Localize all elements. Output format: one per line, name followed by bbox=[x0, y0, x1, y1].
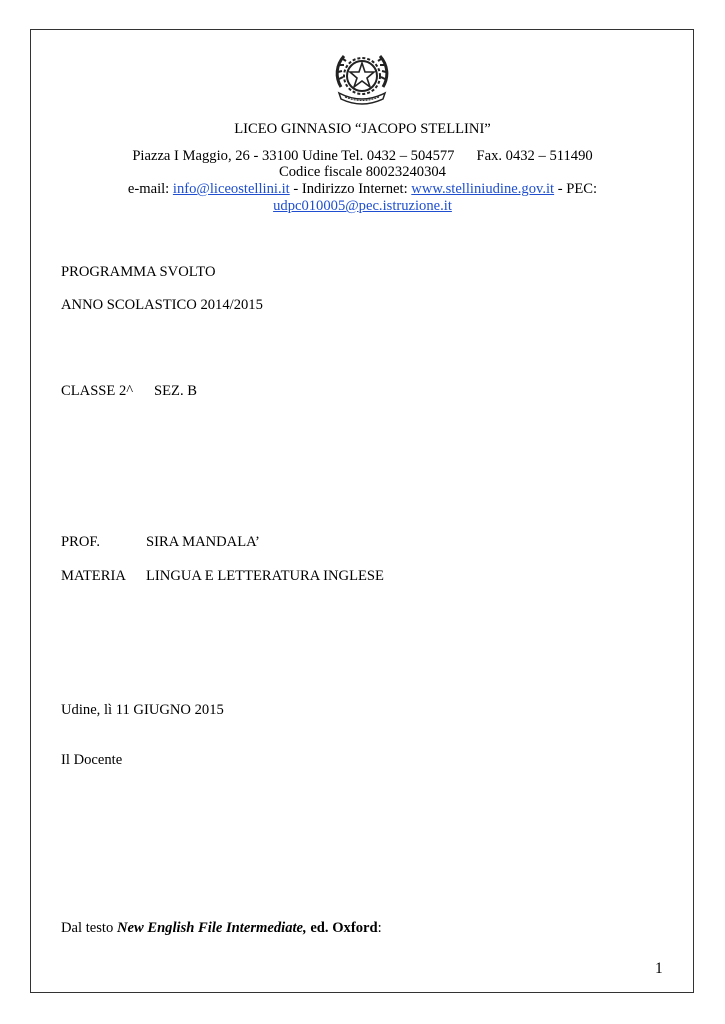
pec-line bbox=[0, 198, 725, 215]
school-name: LICEO GINNASIO “JACOPO STELLINI” bbox=[234, 121, 491, 137]
place-date: Udine, lì 11 GIUGNO 2015 bbox=[61, 702, 224, 718]
fax: Fax. 0432 – 511490 bbox=[476, 148, 593, 164]
pec-label: - PEC: bbox=[557, 181, 598, 197]
italian-republic-emblem-icon bbox=[331, 47, 393, 109]
prof-label: PROF. bbox=[61, 534, 100, 550]
prof-name: SIRA MANDALA’ bbox=[146, 534, 260, 550]
textbook-publisher: ed. Oxford bbox=[306, 920, 378, 936]
textbook-prefix: Dal testo bbox=[61, 920, 117, 936]
page-number: 1 bbox=[655, 960, 663, 977]
web-label: - Indirizzo Internet: bbox=[293, 181, 408, 197]
subject-name: LINGUA E LETTERATURA INGLESE bbox=[146, 568, 384, 584]
pec-link[interactable]: udpc010005@pec.istruzione.it bbox=[273, 198, 452, 214]
contact-line bbox=[0, 181, 725, 198]
subject-label: MATERIA bbox=[61, 568, 126, 584]
textbook-line bbox=[61, 920, 382, 937]
codice-fiscale: Codice fiscale 80023240304 bbox=[279, 164, 446, 180]
teacher-label: Il Docente bbox=[61, 752, 123, 768]
document-title: PROGRAMMA SVOLTO bbox=[61, 264, 216, 280]
textbook-suffix: : bbox=[377, 920, 382, 936]
school-year: ANNO SCOLASTICO 2014/2015 bbox=[61, 297, 263, 313]
website-link[interactable]: www.stelliniudine.gov.it bbox=[411, 181, 555, 197]
address-line bbox=[0, 148, 725, 165]
address: Piazza I Maggio, 26 - 33100 Udine Tel. 0432 – 504577 bbox=[132, 148, 455, 164]
textbook-title: New English File Intermediate, bbox=[116, 920, 307, 936]
email-link[interactable]: info@liceostellini.it bbox=[172, 181, 290, 197]
section-label: SEZ. B bbox=[154, 383, 197, 399]
class-label: CLASSE 2^ bbox=[61, 383, 134, 399]
email-label: e-mail: bbox=[127, 181, 170, 197]
